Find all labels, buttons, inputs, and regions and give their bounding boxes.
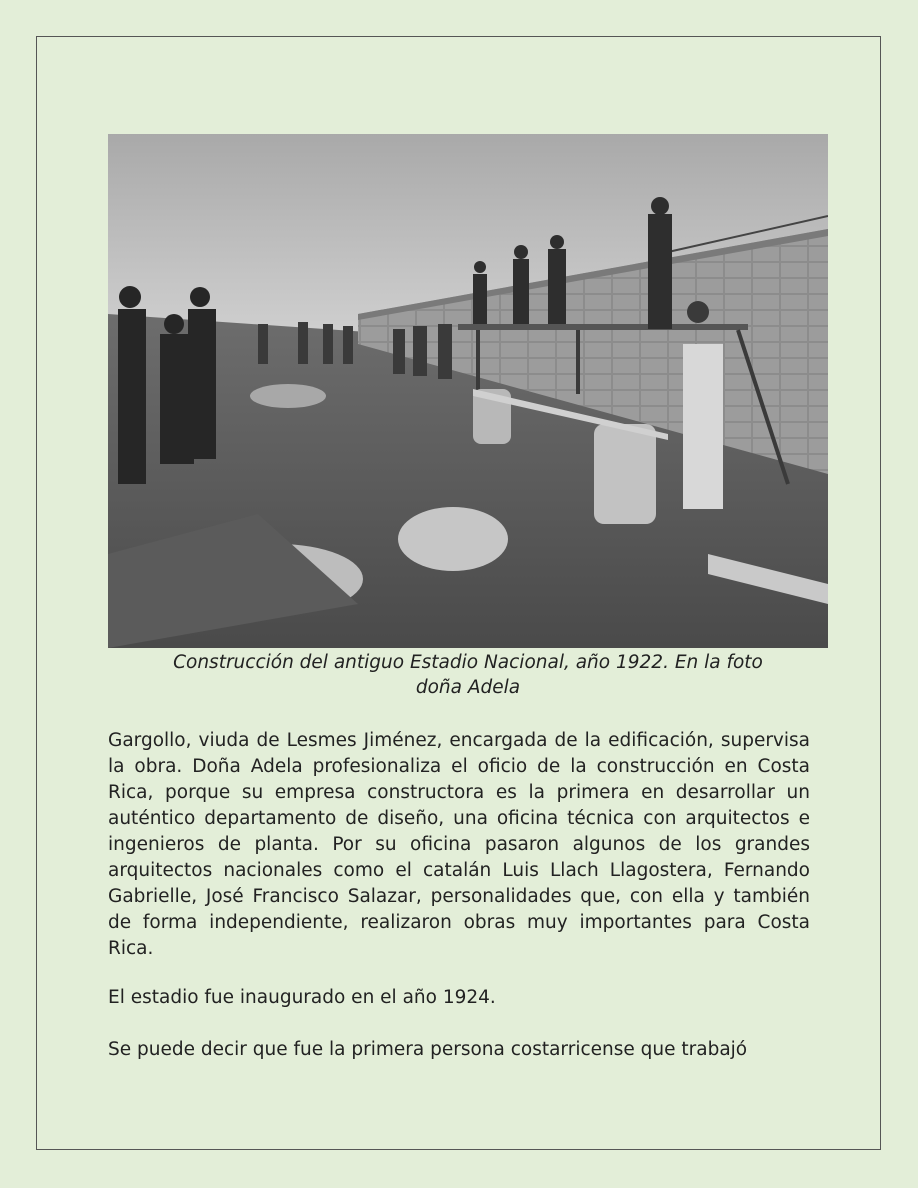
caption-line-1: Construcción del antiguo Estadio Nacional, año 1922. En la foto [173, 652, 763, 673]
historical-photo [108, 134, 828, 648]
photo-illustration [108, 134, 828, 648]
paragraph-first-person: Se puede decir que fue la primera persona costarricense que trabajó [108, 1039, 748, 1060]
paragraph-biography: Gargollo, viuda de Lesmes Jiménez, encargada de la edificación, supervisa la obra. Doña Adela profesionaliza el oficio de la construcción en Costa Rica, porque su empresa constructora es la primera en desarrollar un auténtico departamento de diseño, una oficina técnica con arquitectos e ingenieros de planta. Por su oficina pasaron algunos de los grandes arquitectos nacionales como el catalán Luis Llach Llagostera, Fernando Gabrielle, José Francisco Salazar, personalidades que, con ella y también de forma independiente, realizaron obras muy importantes para Costa Rica. [108, 730, 810, 959]
paragraph-inauguration: El estadio fue inaugurado en el año 1924. [108, 987, 496, 1008]
caption-line-2: doña Adela [415, 677, 521, 698]
photo-caption [108, 650, 828, 700]
